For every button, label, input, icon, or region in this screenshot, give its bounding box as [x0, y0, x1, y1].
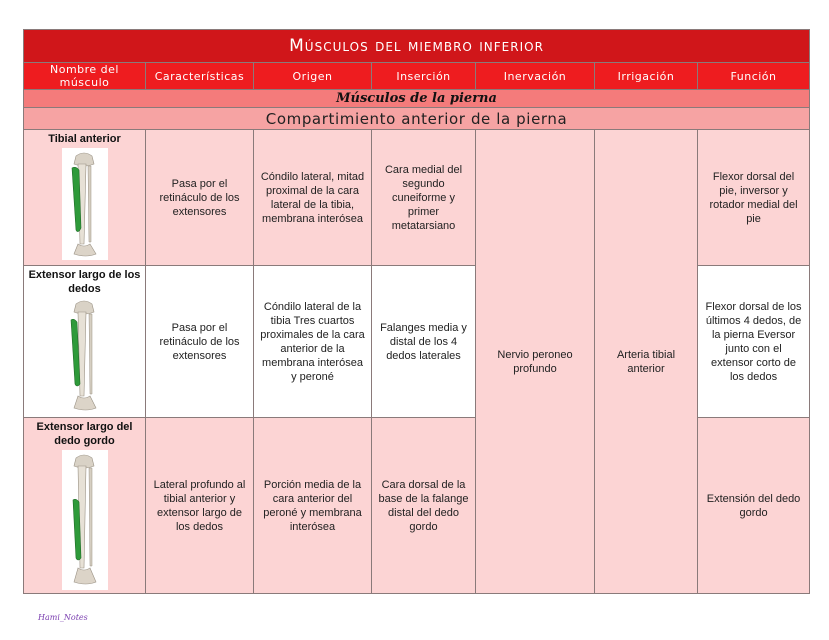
muscle-name: Extensor largo de los dedos — [28, 269, 141, 295]
table-title: Músculos del miembro inferior — [24, 30, 810, 63]
funcion-cell: Extensión del dedo gordo — [698, 418, 810, 594]
muscle-name: Tibial anterior — [48, 133, 121, 145]
header-nombre: Nombre del músculo — [24, 63, 146, 90]
origen-cell: Cóndilo lateral de la tibia Tres cuartos proximales de la cara anterior de la membrana interósea y peroné — [254, 266, 372, 418]
muscle-name: Extensor largo del dedo gordo — [36, 421, 133, 447]
header-funcion: Función — [698, 63, 810, 90]
inervacion-cell: Nervio peroneo profundo — [476, 130, 595, 594]
tibialis-anterior-illustration — [62, 148, 108, 260]
header-origen: Origen — [254, 63, 372, 90]
muscle-table — [23, 29, 810, 594]
insercion-cell: Cara dorsal de la base de la falange distal del dedo gordo — [372, 418, 476, 594]
origen-cell: Cóndilo lateral, mitad proximal de la cara lateral de la tibia, membrana interósea — [254, 130, 372, 266]
caracteristicas-cell: Lateral profundo al tibial anterior y extensor largo de los dedos — [146, 418, 254, 594]
header-inervacion: Inervación — [476, 63, 595, 90]
extensor-hallucis-longus-illustration — [62, 450, 108, 590]
funcion-cell: Flexor dorsal de los últimos 4 dedos, de la pierna Eversor junto con el extensor corto de los dedos — [698, 266, 810, 418]
muscle-name-cell — [24, 418, 146, 594]
insercion-cell: Falanges media y distal de los 4 dedos laterales — [372, 266, 476, 418]
header-caracteristicas: Características — [146, 63, 254, 90]
caracteristicas-cell: Pasa por el retináculo de los extensores — [146, 266, 254, 418]
origen-cell: Porción media de la cara anterior del peroné y membrana interósea — [254, 418, 372, 594]
insercion-cell: Cara medial del segundo cuneiforme y primer metatarsiano — [372, 130, 476, 266]
section-title: Músculos de la pierna — [24, 90, 810, 108]
table-row — [24, 130, 810, 266]
author-signature: Hami_Notes — [38, 613, 88, 622]
header-insercion: Inserción — [372, 63, 476, 90]
extensor-digitorum-longus-illustration — [62, 298, 108, 414]
header-irrigacion: Irrigación — [595, 63, 698, 90]
funcion-cell: Flexor dorsal del pie, inversor y rotador medial del pie — [698, 130, 810, 266]
subsection-title: Compartimiento anterior de la pierna — [24, 108, 810, 130]
irrigacion-cell: Arteria tibial anterior — [595, 130, 698, 594]
muscle-name-cell — [24, 130, 146, 266]
muscle-table-sheet — [23, 29, 809, 594]
caracteristicas-cell: Pasa por el retináculo de los extensores — [146, 130, 254, 266]
muscle-name-cell — [24, 266, 146, 418]
